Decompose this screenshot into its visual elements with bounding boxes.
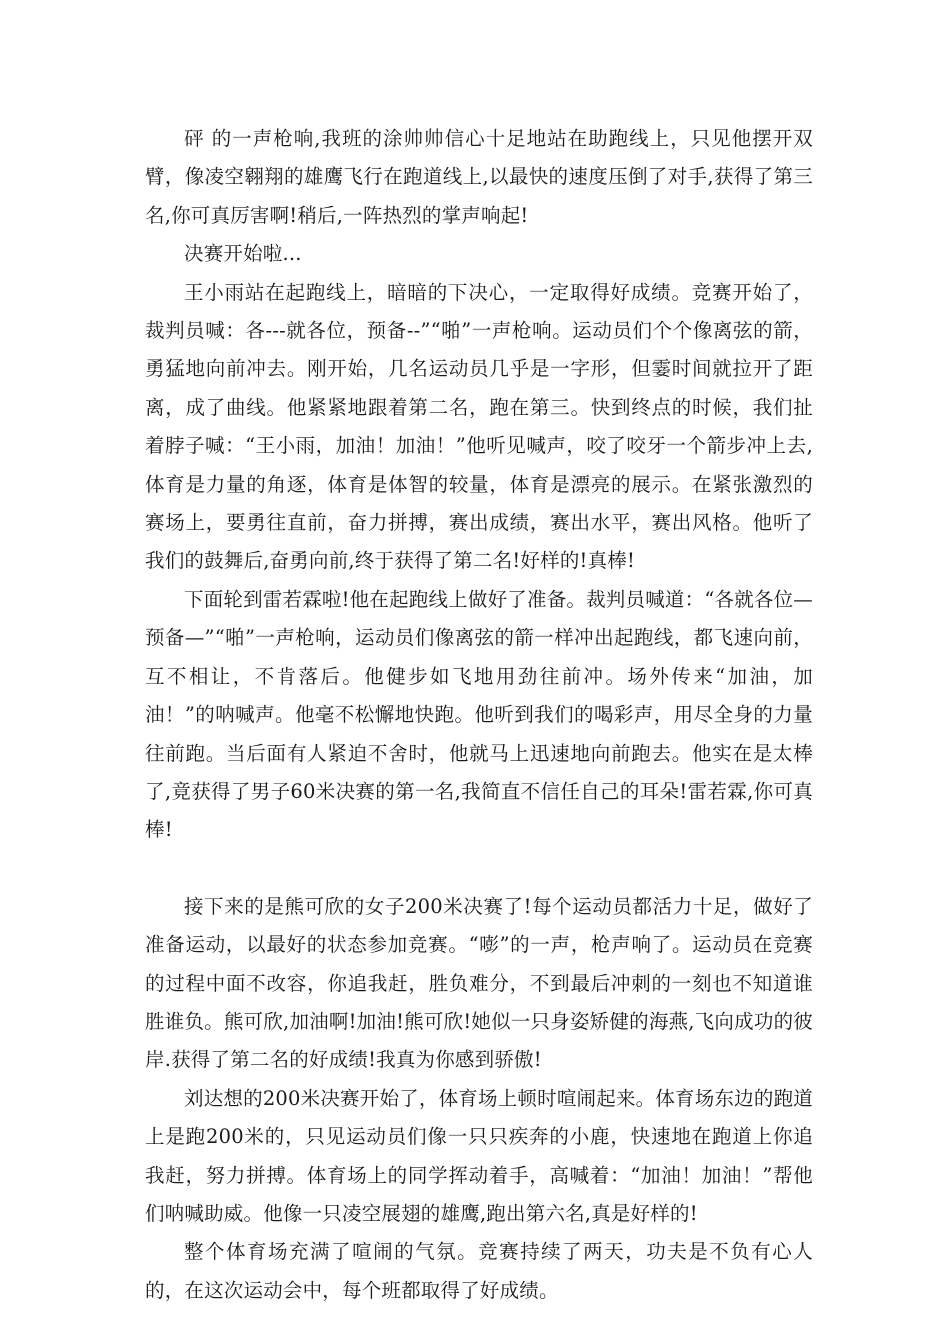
document-body [145,120,813,1310]
paragraph-2: 决赛开始啦... [184,242,302,266]
paragraph-7: 整个体育场充满了喧闹的气氛。竞赛持续了两天，功夫是不负有心人的，在这次运动会中，每个班都取得了好成绩。 [145,1240,813,1302]
paragraph-6: 刘达想的200米决赛开始了，体育场上顿时喧闹起来。体育场东边的跑道上是跑200米的，只见运动员们像一只只疾奔的小鹿，快速地在跑道上你追我赶，努力拼搏。体育场上的同学挥动着手，高喊着：“加油！加油！”帮他们呐喊助威。他像一只凌空展翅的雄鹰,跑出第六名,真是好样的! [145,1086,813,1225]
paragraph-5: 接下来的是熊可欣的女子200米决赛了!每个运动员都活力十足，做好了准备运动，以最好的状态参加竞赛。“嘭”的一声，枪声响了。运动员在竞赛的过程中面不改容，你追我赶，胜负难分，不到最后冲刺的一刻也不知道谁胜谁负。熊可欣,加油啊!加油!熊可欣!她似一只身姿矫健的海燕,飞向成功的彼岸.获得了第二名的好成绩!我真为你感到骄傲! [145,894,813,1072]
paragraph-3: 王小雨站在起跑线上，暗暗的下决心，一定取得好成绩。竞赛开始了，裁判员喊：各---就各位，预备--”“啪”一声枪响。运动员们个个像离弦的箭，勇猛地向前冲去。刚开始，几名运动员几乎是一字形，但霎时间就拉开了距离，成了曲线。他紧紧地跟着第二名，跑在第三。快到终点的时候，我们扯着脖子喊：“王小雨，加油！加油！”他听见喊声，咬了咬牙一个箭步冲上去,体育是力量的角逐，体育是体智的较量，体育是漂亮的展示。在紧张激烈的赛场上，要勇往直前，奋力拼搏，赛出成绩，赛出水平，赛出风格。他听了我们的鼓舞后,奋勇向前,终于获得了第二名!好样的!真棒! [145,280,813,573]
paragraph-4: 下面轮到雷若霖啦!他在起跑线上做好了准备。裁判员喊道：“各就各位—预备—”“啪”一声枪响，运动员们像离弦的箭一样冲出起跑线，都飞速向前，互不相让，不肯落后。他健步如飞地用劲往前冲。场外传来“加油，加油！”的呐喊声。他毫不松懈地快跑。他听到我们的喝彩声，用尽全身的力量往前跑。当后面有人紧迫不舍时，他就马上迅速地向前跑去。他实在是太棒了,竟获得了男子60米决赛的第一名,我简直不信任自己的耳朵!雷若霖,你可真棒! [145,587,813,842]
paragraph-1: 砰 的一声枪响,我班的涂帅帅信心十足地站在助跑线上，只见他摆开双臂，像凌空翱翔的雄鹰飞行在跑道线上,以最快的速度压倒了对手,获得了第三名,你可真厉害啊!稍后,一阵热烈的掌声响起! [145,127,813,227]
paragraph-gap [145,850,813,888]
